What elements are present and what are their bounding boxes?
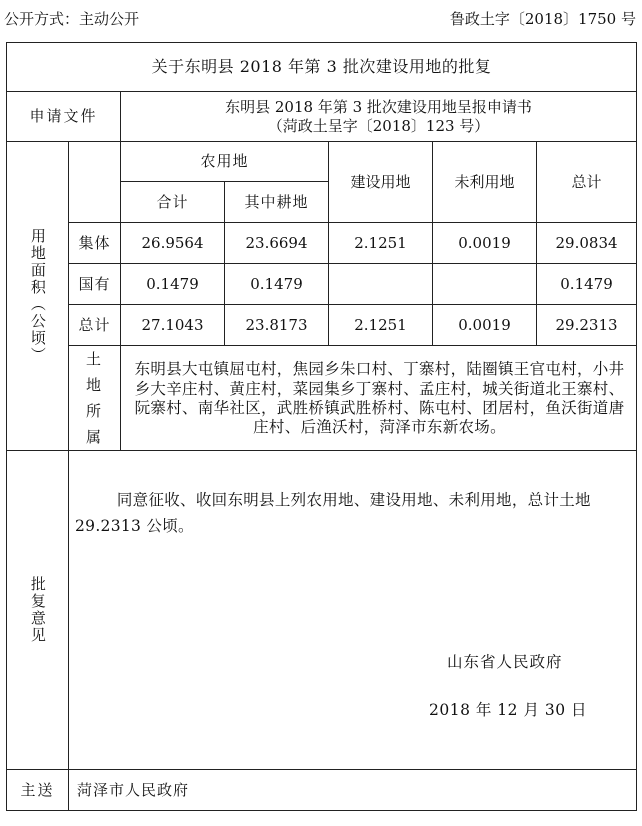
send-label: 主送 — [7, 770, 69, 811]
header-construction: 建设用地 — [329, 142, 433, 223]
approval-label: 批复意见 — [28, 576, 47, 644]
header-subtotal: 合计 — [121, 182, 225, 223]
send-recipient: 菏泽市人民政府 — [69, 770, 637, 811]
ownership-label: 土地所属 — [85, 350, 103, 446]
cell-unused: 0.0019 — [433, 223, 537, 264]
document-title: 关于东明县 2018 年第 3 批次建设用地的批复 — [7, 43, 637, 92]
document-number: 鲁政土字〔2018〕1750 号 — [449, 10, 636, 28]
cell-subtotal: 26.9564 — [121, 223, 225, 264]
approval-date: 2018 年 12 月 30 日 — [429, 701, 588, 719]
cell-unused — [433, 264, 537, 305]
cell-subtotal: 0.1479 — [121, 264, 225, 305]
corner-cell — [69, 142, 121, 223]
table-row — [7, 223, 637, 264]
request-line-2: （菏政土呈字〔2018〕123 号） — [267, 116, 490, 135]
table-row — [7, 264, 637, 305]
cell-construction — [329, 264, 433, 305]
cell-construction: 2.1251 — [329, 305, 433, 346]
cell-unused: 0.0019 — [433, 305, 537, 346]
approval-table — [6, 42, 637, 811]
request-line-1: 东明县 2018 年第 3 批次建设用地呈报申请书 — [225, 97, 532, 116]
cell-total: 0.1479 — [537, 264, 637, 305]
disclosure-method: 公开方式：主动公开 — [4, 10, 140, 28]
table-row — [7, 305, 637, 346]
cell-total: 29.0834 — [537, 223, 637, 264]
document-header — [0, 0, 642, 38]
area-label-cell — [7, 142, 69, 451]
cell-subtotal: 27.1043 — [121, 305, 225, 346]
request-label: 申请文件 — [7, 92, 121, 142]
cell-cultivated: 23.8173 — [225, 305, 329, 346]
approval-body: 同意征收、收回东明县上列农用地、建设用地、未利用地，总计土地 29.2313 公顷。 — [75, 491, 591, 535]
area-label: 用地面积（公顷） — [28, 228, 47, 364]
cell-cultivated: 0.1479 — [225, 264, 329, 305]
row-label: 国有 — [69, 264, 121, 305]
header-agricultural: 农用地 — [121, 142, 329, 182]
header-unused: 未利用地 — [433, 142, 537, 223]
approval-content — [69, 451, 637, 770]
ownership-label-cell — [69, 346, 121, 451]
header-total: 总计 — [537, 142, 637, 223]
cell-cultivated: 23.6694 — [225, 223, 329, 264]
approval-organization: 山东省人民政府 — [447, 653, 563, 671]
row-label: 集体 — [69, 223, 121, 264]
approval-label-cell — [7, 451, 69, 770]
header-cultivated: 其中耕地 — [225, 182, 329, 223]
row-label: 总计 — [69, 305, 121, 346]
ownership-text: 东明县大屯镇屈屯村，焦园乡朱口村、丁寨村，陆圈镇王官屯村，小井乡大辛庄村、黄庄村，菜园集乡丁寨村、孟庄村，城关街道北王寨村、阮寨村、南华社区，武胜桥镇武胜桥村、陈屯村、团居村，鱼沃街道唐庄村、后渔沃村，菏泽市东新农场。 — [121, 346, 637, 451]
cell-total: 29.2313 — [537, 305, 637, 346]
request-document — [121, 92, 637, 142]
cell-construction: 2.1251 — [329, 223, 433, 264]
